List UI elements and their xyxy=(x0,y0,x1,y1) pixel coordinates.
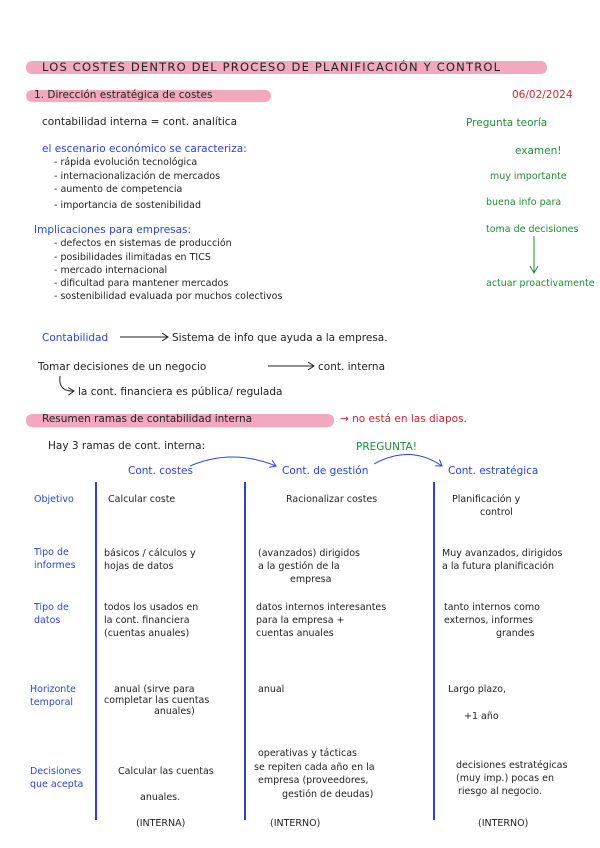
implicaciones-item: - mercado internacional xyxy=(54,265,168,276)
table-cell: decisiones estratégicas xyxy=(456,760,568,771)
table-cell: externos, informes xyxy=(444,615,534,626)
contabilidad-interna-line: contabilidad interna = cont. analítica xyxy=(42,116,238,128)
table-cell: tanto internos como xyxy=(444,602,540,613)
table-cell: cuentas anuales xyxy=(256,628,334,639)
row-label: Tipo de xyxy=(34,547,69,558)
date: 06/02/2024 xyxy=(512,89,573,101)
footer-label: (INTERNO) xyxy=(270,818,321,829)
table-cell: Largo plazo, xyxy=(448,684,507,695)
table-cell: (muy imp.) pocas en xyxy=(456,773,555,784)
row-label: Decisiones xyxy=(30,766,82,777)
table-cell: Calcular coste xyxy=(108,494,176,505)
row-label: datos xyxy=(34,615,61,626)
implicaciones-item: - dificultad para mantener mercados xyxy=(54,278,229,289)
row-label: Tipo de xyxy=(34,602,69,613)
column-arrow xyxy=(374,454,442,466)
table-cell: (avanzados) dirigidos xyxy=(258,548,360,559)
tomar-decisiones: Tomar decisiones de un negocio xyxy=(38,361,207,373)
table-cell: empresa (proveedores, xyxy=(258,775,369,786)
page-title: LOS COSTES DENTRO DEL PROCESO DE PLANIFICACIÓN Y CONTROL xyxy=(42,60,502,74)
table-cell: completar las cuentas xyxy=(104,695,210,706)
table-cell: la cont. financiera xyxy=(104,615,190,626)
table-cell: anual (sirve para xyxy=(114,684,195,695)
row-label: informes xyxy=(34,560,76,571)
column-header: Cont. de gestión xyxy=(282,465,369,477)
intro-ramas: Hay 3 ramas de cont. interna: xyxy=(48,440,206,452)
table-cell: se repiten cada año en la xyxy=(254,762,375,773)
note-pregunta: Pregunta teoría xyxy=(466,117,548,129)
row-label: que acepta xyxy=(30,779,84,790)
table-cell: todos los usados en xyxy=(104,602,199,613)
note-buena-info: buena info para xyxy=(486,197,562,208)
financiera-arrow xyxy=(60,376,74,391)
note-muy-importante: muy importante xyxy=(490,171,567,182)
row-label: Objetivo xyxy=(34,494,74,505)
implicaciones-title: Implicaciones para empresas: xyxy=(34,224,192,236)
note-examen: examen! xyxy=(515,145,562,157)
table-cell: (cuentas anuales) xyxy=(104,628,190,639)
table-cell: anual xyxy=(258,684,285,695)
table-cell: básicos / cálculos y xyxy=(104,548,196,559)
implicaciones-item: - posibilidades ilimitadas en TICS xyxy=(54,252,211,263)
table-cell: +1 año xyxy=(464,711,499,722)
footer-label: (INTERNA) xyxy=(136,818,186,829)
table-cell: Planificación y xyxy=(452,494,521,505)
implicaciones-item: - sostenibilidad evaluada por muchos colectivos xyxy=(54,291,283,302)
table-cell: a la futura planificación xyxy=(442,561,555,572)
financiera-note: la cont. financiera es pública/ regulada xyxy=(78,386,283,398)
column-header: Cont. estratégica xyxy=(448,465,539,477)
table-cell: Muy avanzados, dirigidos xyxy=(442,548,563,559)
column-header: Cont. costes xyxy=(128,465,193,477)
escenario-item: - aumento de competencia xyxy=(54,184,183,195)
implicaciones-item: - defectos en sistemas de producción xyxy=(54,238,232,249)
escenario-item: - rápida evolución tecnológica xyxy=(54,157,198,168)
table-cell: operativas y tácticas xyxy=(258,748,357,759)
pregunta-label: PREGUNTA! xyxy=(356,441,417,453)
note-actuar: actuar proactivamente xyxy=(486,278,595,289)
table-cell: datos internos interesantes xyxy=(256,602,387,613)
note-toma: toma de decisiones xyxy=(486,224,579,235)
column-arrow xyxy=(190,457,276,466)
footer-label: (INTERNO) xyxy=(478,818,529,829)
section2-heading: Resumen ramas de contabilidad interna xyxy=(42,413,253,425)
contabilidad-label: Contabilidad xyxy=(42,332,109,344)
section1-heading: 1. Dirección estratégica de costes xyxy=(34,89,213,101)
table-cell: Racionalizar costes xyxy=(286,494,378,505)
table-cell: anuales) xyxy=(154,706,195,717)
table-cell: para la empresa + xyxy=(256,615,345,626)
row-label: temporal xyxy=(30,697,74,708)
table-cell: grandes xyxy=(496,628,535,639)
table-cell: control xyxy=(480,507,513,518)
table-cell: riesgo al negocio. xyxy=(458,786,542,797)
table-cell: gestión de deudas) xyxy=(282,789,374,800)
escenario-item: - internacionalización de mercados xyxy=(54,171,221,182)
table-cell: hojas de datos xyxy=(104,561,174,572)
table-cell: anuales. xyxy=(140,792,181,803)
section2-note: → no está en las diapos. xyxy=(340,413,467,425)
contabilidad-def: Sistema de info que ayuda a la empresa. xyxy=(172,332,388,344)
tomar-result: cont. interna xyxy=(318,361,386,373)
table-cell: a la gestión de la xyxy=(258,561,340,572)
row-label: Horizonte xyxy=(30,684,76,695)
escenario-title: el escenario económico se caracteriza: xyxy=(42,143,247,155)
table-cell: empresa xyxy=(290,574,332,585)
escenario-item: - importancia de sostenibilidad xyxy=(54,200,202,211)
table-cell: Calcular las cuentas xyxy=(118,766,214,777)
